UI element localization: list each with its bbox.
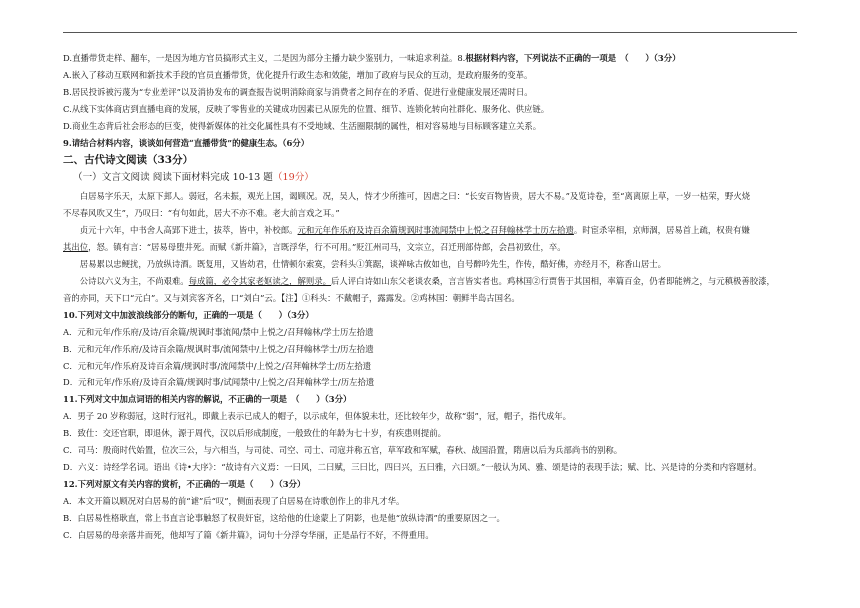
question-9: 9.请结合材料内容，谈谈如何营造“直播带货”的健康生态。（6分） bbox=[63, 137, 310, 148]
question-8-stem: 根据材料内容，下列说法不正确的一项是 （ ）（3分） bbox=[465, 53, 681, 63]
subsection-score: （19分） bbox=[272, 172, 314, 184]
subsection-heading bbox=[63, 170, 803, 185]
q10-option-b: B．元和元年/作乐府/及诗百余篇/规讽时事/流闻禁中/上悦之/召拜翰林学士/历左拾遗 bbox=[63, 343, 374, 354]
passage-para-1-cont: 不尽春风吹又生”，乃叹曰：“有句如此，居大不亦不难。老大前言戏之耳。” bbox=[63, 208, 340, 219]
passage-para-2-cont bbox=[63, 239, 803, 256]
q8-option-c: C.从线下实体商店到直播电商的发展，反映了零售业的关键成功因素已从原先的位置、细节、连锁化转向社群化、服务化、供应链。 bbox=[63, 103, 550, 114]
passage-text: 。时宦杀宰相，京师涸，居易首上疏，权贵有嫌 bbox=[573, 225, 750, 236]
q10-option-c: C．元和元年/作乐府及诗百余篇/规讽时事/流闻禁中/上悦之/召拜翰林学士/历左拾遗 bbox=[63, 360, 372, 371]
q11-option-d: D．六义：诗经学名词。语出《诗•大序》：“故诗有六义焉：一曰风，二曰赋，三曰比，四曰兴，五曰雅，六曰颂。”一般认为风、雅、颂是诗的表现手法；赋、比、兴是诗的分类和内容题材。 bbox=[63, 461, 762, 472]
subsection-title: （一）文言文阅读 阅读下面材料完成 10-13 题 bbox=[73, 172, 273, 184]
q10-option-d: D．元和元年/作乐府/及诗百余篇/规讽时事/试闻禁中/上悦之/召拜翰林学士/历左拾遗 bbox=[63, 377, 375, 388]
q11-option-b: B．致仕：交还官职，即退休，源于周代，汉以后形成制度，一般致仕的年龄为七十岁，有疾患则提前。 bbox=[63, 428, 447, 439]
question-12: 12.下列对原文有关内容的赏析，不正确的一项是（ ）（3分） bbox=[63, 478, 306, 489]
passage-para-4-cont: 音的亦同，天下口“元白”。又与刘宾客齐名，口“刘白”云。【注】①科头：不戴帽子，露露发。②鸡林国：朝鲜半岛古国名。 bbox=[63, 292, 520, 303]
passage-para-2 bbox=[63, 222, 803, 239]
q11-option-a: A．男子 20 岁称弱冠，这时行冠礼，即戴上表示已成人的帽子，以示成年，但体貌未壮，还比较年少，故称“弱”，冠，帽子，指代成年。 bbox=[63, 411, 571, 422]
passage-text: ，怒。镇有言：“居易母堕井死。而赋《新井篇》，言既浮华，行不可用。”贬江州司马，文宗立，召迁刑部侍郎，会昌初致仕，卒。 bbox=[88, 242, 566, 253]
option-text: D.直播带货走样、翻车，一是因为地方官员搞形式主义，二是因为部分主播力缺少鉴别力，一味追求利益。8. bbox=[63, 53, 466, 63]
q8-option-d: D.商业生态背后社会形态的巨变，使得新媒体的社交化属性具有不受地域、生活圈限制的属性，相对容易地与目标顾客建立关系。 bbox=[63, 120, 542, 131]
passage-para-3: 居易累以忠鲠扰，乃放纵诗酒。既复用，又皆幼君，仕情顿尔索寞，尝科头①箕踞，谈禅咏古攸如也，自号醉吟先生，作传，酷好佛，亦经月不，称香山居士。 bbox=[79, 259, 667, 270]
passage-text: 贞元十六年，中书舍人高郢下进士，拔萃，皆中，补校郎。 bbox=[79, 225, 298, 236]
section-heading-2: 二、古代诗文阅读（33分） bbox=[63, 154, 194, 167]
question-10: 10.下列对文中加波浪线部分的断句，正确的一项是（ ）（3分） bbox=[63, 309, 314, 320]
q12-option-b: B．白居易性格耿直，常上书直言论事触怒了权贵奸宦，这给他的仕途蒙上了阴影，也是他“放纵诗酒”的重要原因之一。 bbox=[63, 512, 505, 523]
option-d-q7 bbox=[63, 50, 803, 67]
q12-option-a: A．本文开篇以顾况对白居易的前“谑”后“叹”，侧面表现了白居易在诗歌创作上的非凡才华。 bbox=[63, 495, 405, 506]
top-rule bbox=[63, 32, 797, 33]
question-11: 11.下列对文中加点词语的相关内容的解说，不正确的一项是 （ ）（3分） bbox=[63, 394, 352, 405]
q12-option-c: C．白居易的母亲落井而死，他却写了篇《新井篇》，词句十分浮夸华丽，正是品行不好，不得重用。 bbox=[63, 529, 434, 540]
underlined-text: 其出位 bbox=[63, 242, 89, 253]
document-page bbox=[63, 50, 803, 543]
wavy-underlined-text: 元和元年作乐府及诗百余篇规讽时事流闻禁中上悦之召拜翰林学士历左拾遗 bbox=[297, 225, 574, 236]
passage-para-1: 白居易字乐天，太原下邽人。弱冠，名未振，观光上国，谒顾况。况，吴人，恃才少所推可，因虐之曰：“长安百物皆贵，居大不易。”及览诗卷，至“离离原上草，一岁一枯荣，野火烧 bbox=[79, 191, 751, 202]
passage-text: 公诗以六义为主，不尚艰难。 bbox=[79, 275, 189, 286]
q11-option-c: C．司马：殷商时代始置，位次三公，与六相当，与司徒、司空、司士、司寇并称五官，草军政和军赋，春秋、战国沿置，隋唐以后为兵部尚书的别称。 bbox=[63, 445, 623, 456]
passage-text: 后人评白诗如山东父老谈农桑，言言皆实者也。鸡林国②行贾售于其国相，率篇百金，仍者即能辨之，与元稹极善胶漆， bbox=[331, 275, 775, 286]
passage-para-4 bbox=[63, 273, 803, 290]
underlined-sentence: 每成篇，必令其家老妪读之，解则录。 bbox=[188, 275, 332, 286]
q8-option-a: A.嵌入了移动互联网和新技术手段的官员直播带货，优化提升行政生态和效能，增加了政府与民众的互动，是政府服务的变革。 bbox=[63, 69, 533, 80]
q10-option-a: A．元和元年/作乐府/及诗/百余篇/规讽时事流闻/禁中上悦之/召拜翰林/学士历左拾遗 bbox=[63, 326, 374, 337]
q8-option-b: B.居民投诉被污蔑为“专业差评”以及消协发布的调查报告说明消除商家与消费者之间存在的矛盾、促进行业健康发展还需时日。 bbox=[63, 86, 533, 97]
